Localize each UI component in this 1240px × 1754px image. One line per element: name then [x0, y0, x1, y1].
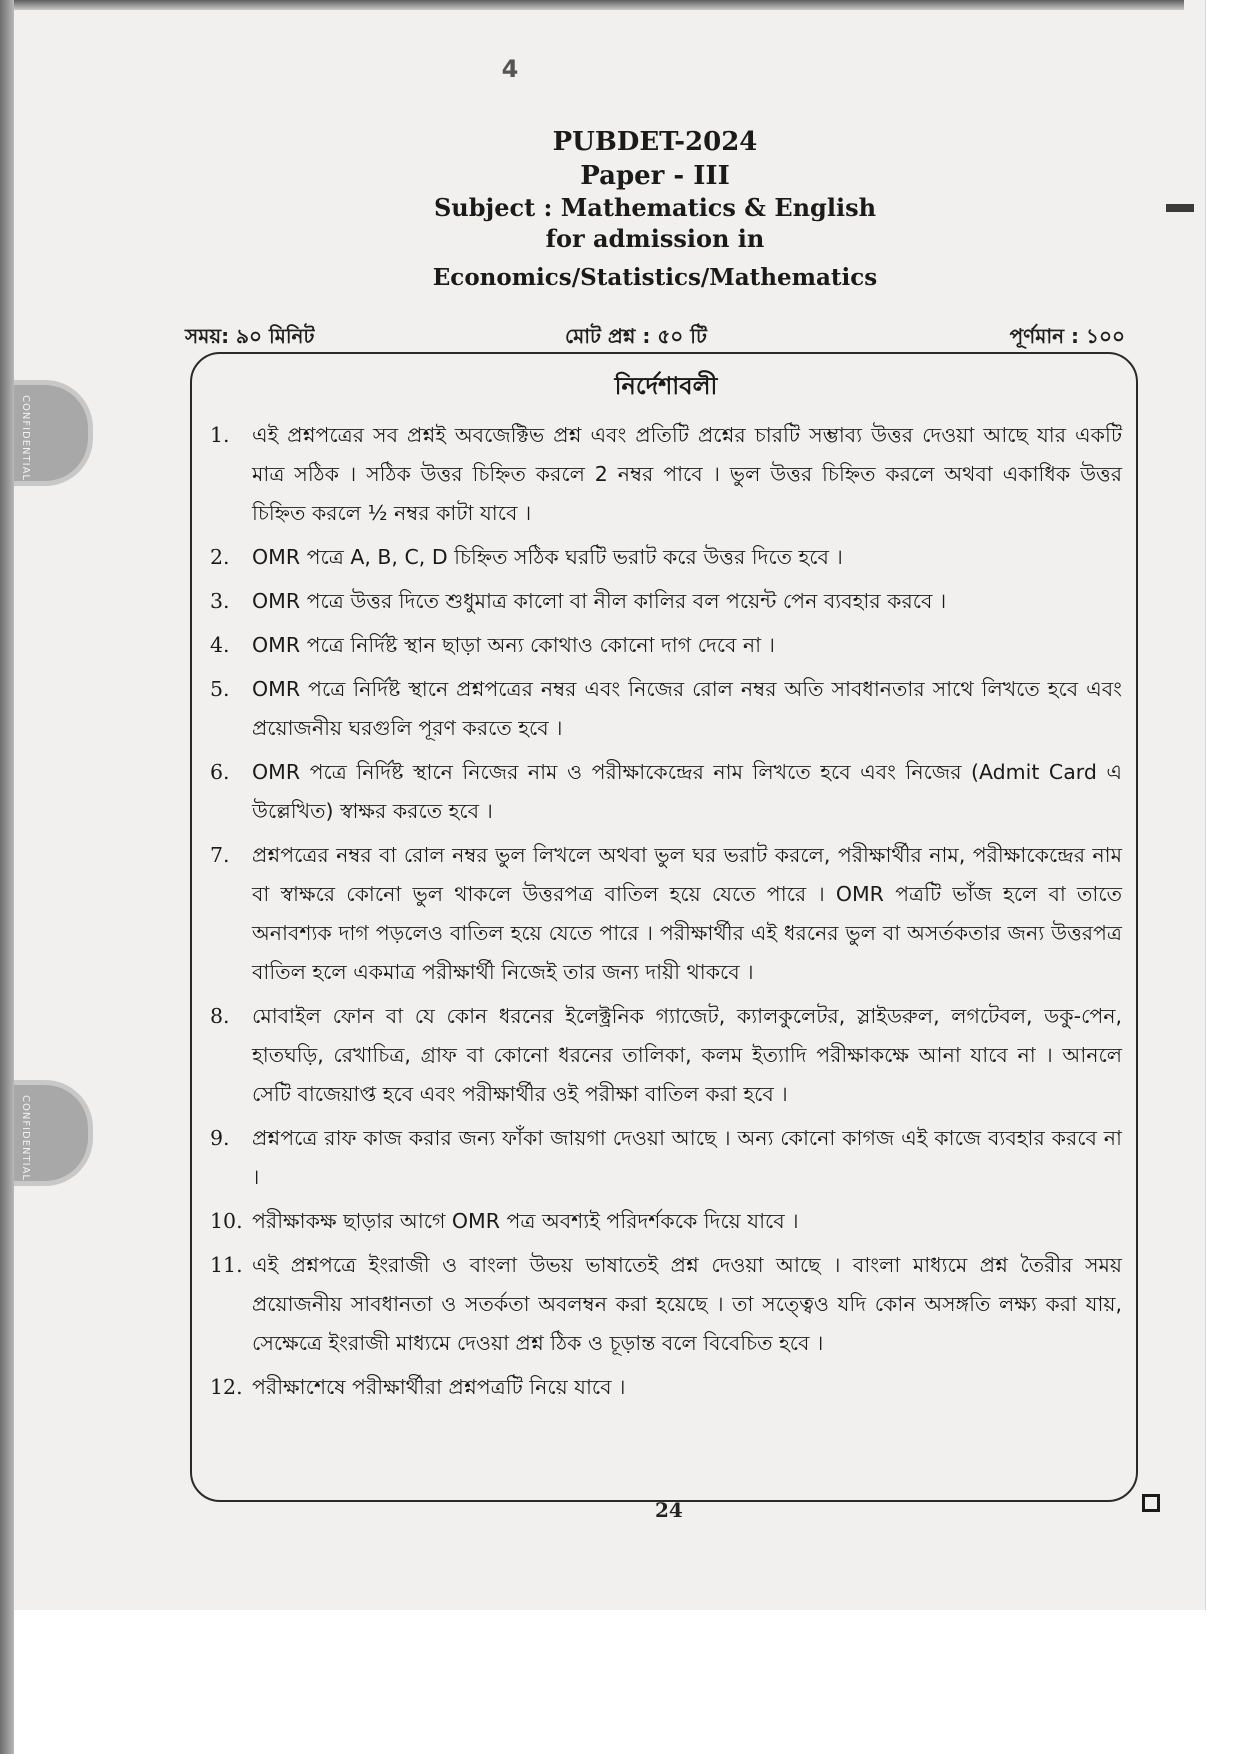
time-allowed: সময়: ৯০ মিনিট [185, 324, 315, 348]
corner-square-icon [1142, 1494, 1160, 1512]
instructions-list [210, 416, 1122, 1412]
instruction-text: মোবাইল ফোন বা যে কোন ধরনের ইলেক্ট্রনিক গ্যাজেট, ক্যালকুলেটর, স্লাইডরুল, লগটেবল, ডকু-পেন, হাতঘড়ি, রেখাচিত্র, গ্রাফ বা কোনো ধরনের তালিকা, কলম ইত্যাদি পরীক্ষাকক্ষে আনা যাবে না । আনলে সেটি বাজেয়াপ্ত হবে এবং পরীক্ষার্থীর ওই পরীক্ষা বাতিল করা হবে । [252, 1004, 1122, 1106]
instruction-number: 12. [210, 1375, 243, 1399]
scan-top-edge [14, 0, 1184, 10]
instruction-text: OMR পত্রে নির্দিষ্ট স্থান ছাড়া অন্য কোথাও কোনো দাগ দেবে না । [252, 633, 775, 657]
instruction-number: 3. [210, 589, 230, 613]
instruction-text: এই প্রশ্নপত্রে ইংরাজী ও বাংলা উভয় ভাষাতেই প্রশ্ন দেওয়া আছে । বাংলা মাধ্যমে প্রশ্ন তৈরীর সময় প্রয়োজনীয় সাবধানতা ও সতর্কতা অবলম্বন করা হয়েছে । তা সত্ত্বেও যদি কোন অসঙ্গতি লক্ষ্য করা যায়, সেক্ষেত্রে ইংরাজী মাধ্যমে দেওয়া প্রশ্ন ঠিক ও চূড়ান্ত বলে বিবেচিত হবে । [252, 1253, 1122, 1355]
instruction-number: 2. [210, 545, 230, 569]
subject-line: Subject : Mathematics & English [433, 193, 877, 222]
instruction-number: 8. [210, 1004, 230, 1028]
full-marks: পূর্ণমান : ১০০ [1009, 324, 1125, 348]
instruction-text: প্রশ্নপত্রের নম্বর বা রোল নম্বর ভুল লিখলে অথবা ভুল ঘর ভরাট করলে, পরীক্ষার্থীর নাম, পরীক্ষাকেন্দ্রের নাম বা স্বাক্ষরে কোনো ভুল থাকলে উত্তরপত্র বাতিল হয়ে যেতে পারে । OMR পত্রটি ভাঁজ হলে বা তাতে অনাবশ্যক দাগ পড়লেও বাতিল হয়ে যেতে পারে । পরীক্ষার্থীর এই ধরনের ভুল বা অসর্তকতার জন্য উত্তরপত্র বাতিল হলে একমাত্র পরীক্ষার্থী নিজেই তার জন্য দায়ী থাকবে । [252, 843, 1122, 984]
instruction-item [210, 1246, 1122, 1363]
instruction-text: প্রশ্নপত্রে রাফ কাজ করার জন্য ফাঁকা জায়গা দেওয়া আছে । অন্য কোনো কাগজ এই কাজে ব্যবহার করবে না । [252, 1126, 1122, 1189]
programme-line: Economics/Statistics/Mathematics [432, 264, 878, 291]
instruction-text: OMR পত্রে নির্দিষ্ট স্থানে প্রশ্নপত্রের নম্বর এবং নিজের রোল নম্বর অতি সাবধানতার সাথে লিখতে হবে এবং প্রয়োজনীয় ঘরগুলি পূরণ করতে হবে । [252, 677, 1122, 740]
instruction-number: 6. [210, 760, 230, 784]
instruction-item [210, 538, 1122, 577]
instructions-box [190, 352, 1138, 1502]
instruction-number: 7. [210, 843, 230, 867]
instruction-text: এই প্রশ্নপত্রের সব প্রশ্নই অবজেক্টিভ প্রশ্ন এবং প্রতিটি প্রশ্নের চারটি সম্ভাব্য উত্তর দেওয়া আছে যার একটি মাত্র সঠিক । সঠিক উত্তর চিহ্নিত করলে 2 নম্বর পাবে । ভুল উত্তর চিহ্নিত করলে অথবা একাধিক উত্তর চিহ্নিত করলে ½ নম্বর কাটা যাবে । [252, 423, 1122, 525]
instruction-item [210, 997, 1122, 1114]
instruction-number: 10. [210, 1209, 243, 1233]
instruction-item [210, 582, 1122, 621]
instruction-number: 4. [210, 633, 230, 657]
admission-line: for admission in [545, 224, 765, 253]
instruction-item [210, 416, 1122, 533]
instruction-number: 1. [210, 423, 230, 447]
page-number: 4 [501, 55, 519, 83]
footer-page-number: 24 [655, 1498, 683, 1522]
exam-title: PUBDET-2024 [552, 127, 758, 157]
instruction-item [210, 1119, 1122, 1197]
seal-text: CONFIDENTIAL [20, 1095, 31, 1182]
instruction-item [210, 836, 1122, 992]
total-questions: মোট প্রশ্ন : ৫০ টি [565, 324, 707, 348]
exam-header [0, 125, 1240, 293]
instructions-title: নির্দেশাবলী [614, 372, 718, 400]
instruction-item [210, 753, 1122, 831]
instruction-item [210, 1368, 1122, 1407]
seal-text: CONFIDENTIAL [20, 395, 31, 482]
instruction-item [210, 626, 1122, 665]
instruction-item [210, 670, 1122, 748]
instruction-number: 5. [210, 677, 230, 701]
paper-title: Paper - III [580, 161, 730, 191]
instruction-number: 9. [210, 1126, 230, 1150]
instruction-text: পরীক্ষাকক্ষ ছাড়ার আগে OMR পত্র অবশ্যই পরিদর্শককে দিয়ে যাবে । [252, 1209, 799, 1233]
instruction-text: OMR পত্রে নির্দিষ্ট স্থানে নিজের নাম ও পরীক্ষাকেন্দ্রের নাম লিখতে হবে এবং নিজের (Admit Card এ উল্লেখিত) স্বাক্ষর করতে হবে । [252, 760, 1122, 823]
instruction-text: OMR পত্রে A, B, C, D চিহ্নিত সঠিক ঘরটি ভরাট করে উত্তর দিতে হবে । [252, 545, 843, 569]
instruction-number: 11. [210, 1253, 243, 1277]
instruction-text: পরীক্ষাশেষে পরীক্ষার্থীরা প্রশ্নপত্রটি নিয়ে যাবে । [252, 1375, 626, 1399]
instruction-text: OMR পত্রে উত্তর দিতে শুধুমাত্র কালো বা নীল কালির বল পয়েন্ট পেন ব্যবহার করবে । [252, 589, 947, 613]
instruction-item [210, 1202, 1122, 1241]
